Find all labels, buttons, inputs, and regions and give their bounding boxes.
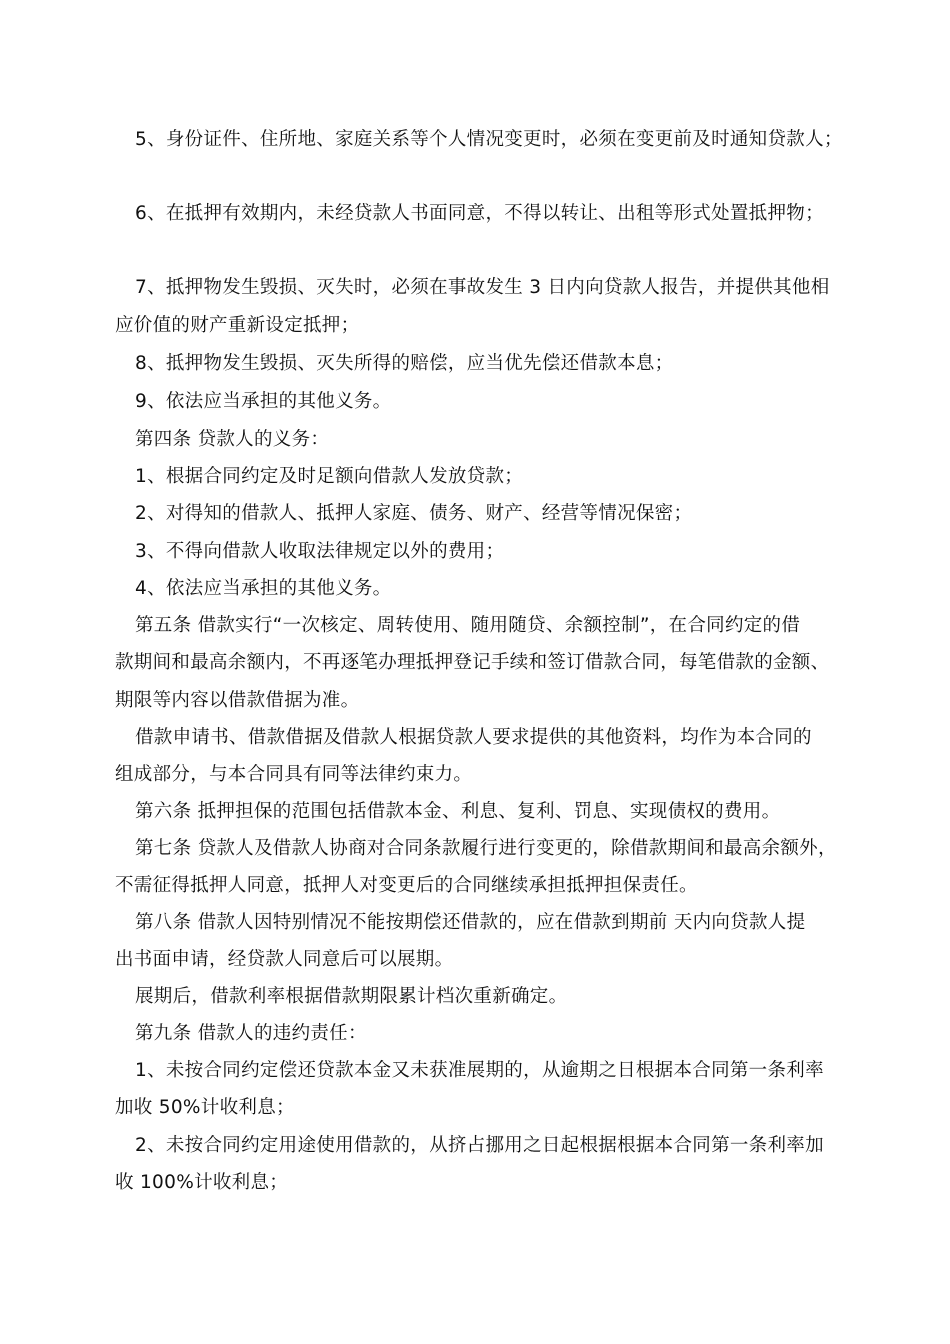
- article-4-heading: 第四条 贷款人的义务：: [135, 429, 330, 450]
- article-4-item-4: 4、依法应当承担的其他义务。: [135, 578, 392, 599]
- article-4-item-2: 2、对得知的借款人、抵押人家庭、债务、财产、经营等情况保密；: [135, 503, 693, 524]
- article-9-item-2-line-1: 2、未按合同约定用途使用借款的，从挤占挪用之日起根据根据本合同第一条利率加: [135, 1135, 824, 1156]
- article-9-heading: 第九条 借款人的违约责任：: [135, 1023, 367, 1044]
- article-5-line-1: 第五条 借款实行“一次核定、周转使用、随用随贷、余额控制”，在合同约定的借: [135, 615, 801, 636]
- article-7-line-2: 不需征得抵押人同意，抵押人对变更后的合同继续承担抵押担保责任。: [115, 875, 698, 896]
- article-5-para-2-line-1: 借款申请书、借款借据及借款人根据贷款人要求提供的其他资料，均作为本合同的: [135, 727, 812, 748]
- clause-item-5: 5、身份证件、住所地、家庭关系等个人情况变更时，必须在变更前及时通知贷款人；: [135, 129, 843, 150]
- article-8-para-2: 展期后，借款利率根据借款期限累计档次重新确定。: [135, 986, 568, 1007]
- article-7-line-1: 第七条 贷款人及借款人协商对合同条款履行进行变更的，除借款期间和最高余额外，: [135, 838, 837, 859]
- article-4-item-1: 1、根据合同约定及时足额向借款人发放贷款；: [135, 466, 524, 487]
- article-4-item-3: 3、不得向借款人收取法律规定以外的费用；: [135, 541, 505, 562]
- article-5-para-2-line-2: 组成部分，与本合同具有同等法律约束力。: [115, 764, 473, 785]
- article-5-line-2: 款期间和最高余额内，不再逐笔办理抵押登记手续和签订借款合同，每笔借款的金额、: [115, 652, 830, 673]
- article-5-line-3: 期限等内容以借款借据为准。: [115, 690, 360, 711]
- article-9-item-1-line-2: 加收 50%计收利息；: [115, 1097, 295, 1118]
- clause-item-9: 9、依法应当承担的其他义务。: [135, 391, 392, 412]
- article-8-line-1: 第八条 借款人因特别情况不能按期偿还借款的，应在借款到期前 天内向贷款人提: [135, 912, 806, 933]
- clause-item-7-cont: 应价值的财产重新设定抵押；: [115, 315, 360, 336]
- clause-item-8: 8、抵押物发生毁损、灭失所得的赔偿，应当优先偿还借款本息；: [135, 353, 674, 374]
- article-6: 第六条 抵押担保的范围包括借款本金、利息、复利、罚息、实现债权的费用。: [135, 801, 781, 822]
- article-8-line-2: 出书面申请，经贷款人同意后可以展期。: [115, 949, 454, 970]
- clause-item-7: 7、抵押物发生毁损、灭失时，必须在事故发生 3 日内向贷款人报告，并提供其他相: [135, 277, 830, 298]
- clause-item-6: 6、在抵押有效期内，未经贷款人书面同意，不得以转让、出租等形式处置抵押物；: [135, 203, 824, 224]
- article-9-item-1-line-1: 1、未按合同约定偿还贷款本金又未获准展期的，从逾期之日根据本合同第一条利率: [135, 1060, 824, 1081]
- article-9-item-2-line-2: 收 100%计收利息；: [115, 1172, 289, 1193]
